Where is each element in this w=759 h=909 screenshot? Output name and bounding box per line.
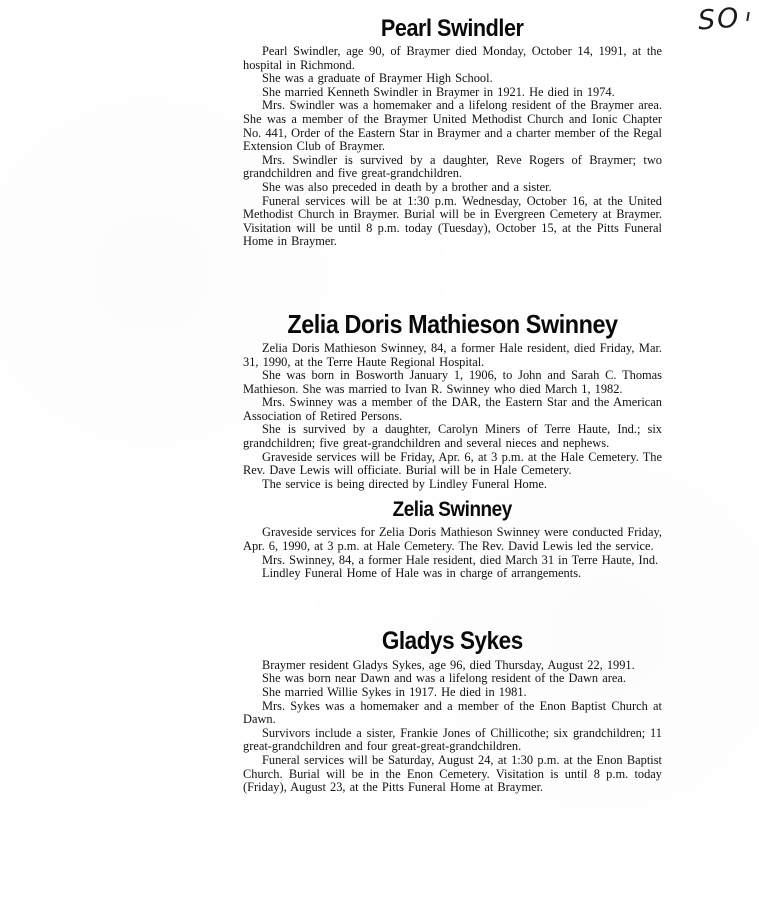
- obituary-title: [243, 581, 662, 659]
- obituary-title: [243, 0, 662, 45]
- obituary-gladys-sykes: [243, 581, 662, 795]
- obituary-paragraph: Mrs. Swinney, 84, a former Hale resident, died March 31 in Terre Haute, Ind.: [262, 552, 659, 567]
- obituary-zelia-doris-mathieson-swinney: [243, 249, 662, 492]
- obituary-paragraph: Zelia Doris Mathieson Swinney, 84, a former Hale resident, died Friday, Mar. 31, 1990, at the Terre Haute Regional Hospital.: [243, 340, 662, 369]
- obituary-paragraph: Graveside services for Zelia Doris Mathieson Swinney were conducted Friday, Apr. 6, 1990, at 3 p.m. at Hale Cemetery. The Rev. David Lewis led the service.: [243, 525, 662, 554]
- obituary-paragraph: She was born in Bosworth January 1, 1906, to John and Sarah C. Thomas Mathieson. She was married to Ivan R. Swinney who died March 1, 1982.: [243, 368, 662, 396]
- obituary-zelia-swinney: [243, 491, 662, 580]
- obituary-paragraph: She is survived by a daughter, Carolyn Miners of Terre Haute, Ind.; six grandchildren; five great-grandchildren and several nieces and nephews.: [243, 422, 662, 451]
- obituary-title-text: Pearl Swindler: [381, 15, 524, 42]
- obituary-paragraph: Pearl Swindler, age 90, of Braymer died Monday, October 14, 1991, at the hospital in Richmond.: [243, 44, 662, 72]
- obituary-title-text: Zelia Doris Mathieson Swinney: [287, 308, 618, 339]
- obituary-title-text: Gladys Sykes: [382, 626, 523, 655]
- obituary-title: [243, 249, 662, 342]
- obituary-title: [243, 491, 662, 526]
- obituary-paragraph: Braymer resident Gladys Sykes, age 96, died Thursday, August 22, 1991.: [262, 657, 635, 672]
- obituary-paragraph: Mrs. Swinney was a member of the DAR, the Eastern Star and the American Association of Retired Persons.: [243, 395, 662, 423]
- obituary-paragraph: Mrs. Sykes was a homemaker and a member of the Enon Baptist Church at Dawn.: [243, 698, 662, 727]
- obituary-paragraph: She married Willie Sykes in 1917. He died in 1981.: [262, 685, 527, 699]
- obituary-paragraph: Lindley Funeral Home of Hale was in charge of arrangements.: [262, 566, 582, 581]
- pen-tick-mark: [746, 12, 750, 21]
- obituary-paragraph: The service is being directed by Lindley Funeral Home.: [262, 476, 547, 491]
- obituary-paragraph: She was also preceded in death by a brother and a sister.: [262, 179, 552, 194]
- obituary-paragraph: Funeral services will be at 1:30 p.m. Wednesday, October 16, at the United Methodist Church in Braymer. Burial will be in Evergreen Cemetery at Braymer. Visitation will be until 8 p.m. today (Tuesday), October 15, at the Pitts Funeral Home in Braymer.: [243, 193, 662, 249]
- obituary-paragraph: Mrs. Swindler is survived by a daughter, Reve Rogers of Braymer; two grandchildren and five great-grandchildren.: [243, 152, 662, 181]
- handwritten-annotation: SO: [696, 2, 742, 37]
- obituary-paragraph: Mrs. Swindler was a homemaker and a lifelong resident of the Braymer area. She was a member of the Braymer United Methodist Church and Ionic Chapter No. 441, Order of the Eastern Star in Braymer and a charter member of the Regal Extension Club of Braymer.: [243, 98, 662, 154]
- obituary-paragraph: She was born near Dawn and was a lifelong resident of the Dawn area.: [262, 671, 626, 686]
- obituary-pearl-swindler: [243, 0, 662, 249]
- obituary-paragraph: Survivors include a sister, Frankie Jones of Chillicothe; six grandchildren; 11 great-grandchildren and four great-great-grandchildren.: [243, 725, 662, 754]
- obituary-paragraph: She married Kenneth Swindler in Braymer in 1921. He died in 1974.: [262, 84, 615, 99]
- obituary-column: [243, 0, 662, 795]
- obituary-paragraph: She was a graduate of Braymer High School.: [262, 71, 493, 86]
- obituary-paragraph: Funeral services will be Saturday, August 24, at 1:30 p.m. at the Enon Baptist Church. Burial will be in the Enon Cemetery. Visitation is until 8 p.m. today (Friday), August 23, at the Pitts Funeral Home at Braymer.: [243, 752, 662, 795]
- obituary-paragraph: Graveside services will be Friday, Apr. 6, at 3 p.m. at the Hale Cemetery. The Rev. Dave Lewis will officiate. Burial will be in Hale Cemetery.: [243, 449, 662, 478]
- obituary-title-text: Zelia Swinney: [392, 498, 513, 522]
